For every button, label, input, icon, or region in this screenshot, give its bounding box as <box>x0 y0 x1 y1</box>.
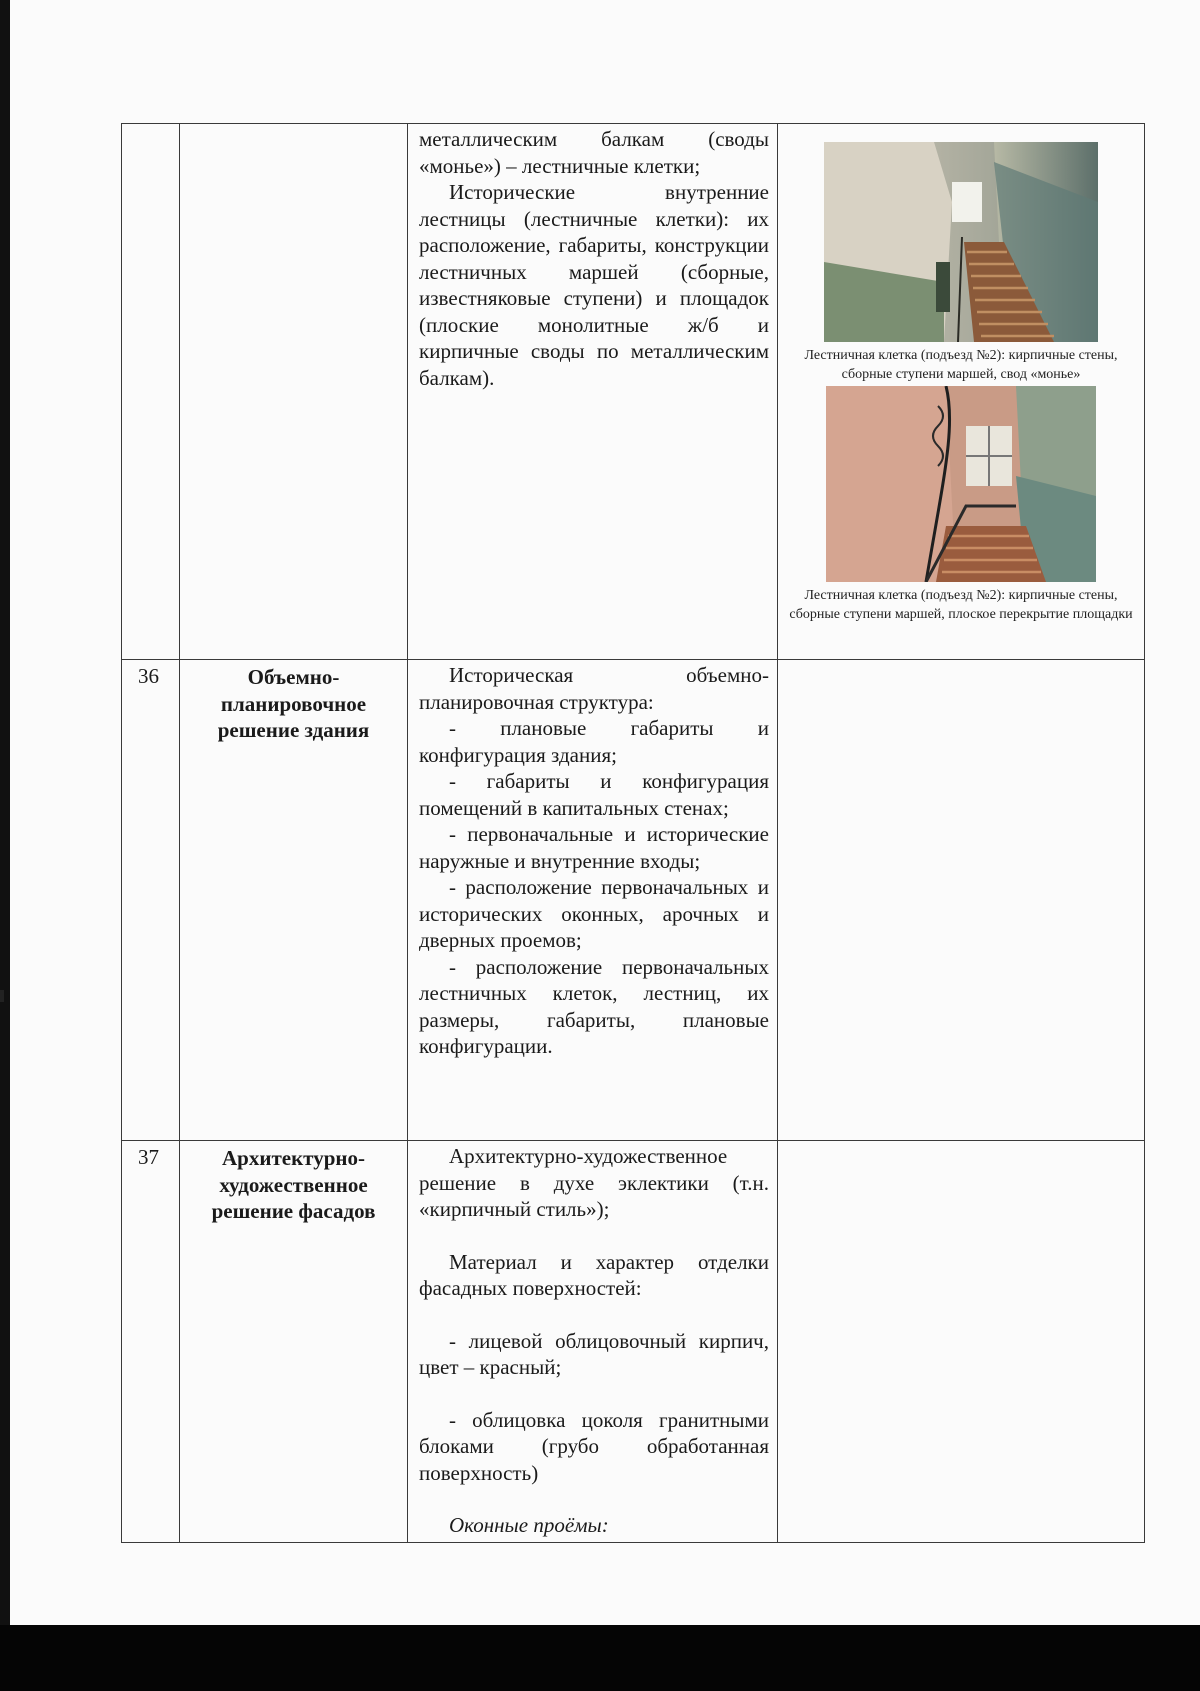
description-paragraph: Исторические внутренние лестницы (лестничные клетки): их расположение, габариты, конструкции лестничных маршей (сборные, известняковые ступени) и площадок (плоские монолитные ж/б и кирпичные своды по металлическим балкам). <box>419 180 769 390</box>
feature-name-line: художественное <box>219 1172 368 1197</box>
photo-caption: Лестничная клетка (подъезд №2): кирпичные стены, сборные ступени маршей, плоское перекрытие площадки <box>789 588 1133 622</box>
illustrations-cell <box>778 660 1145 1141</box>
feature-description <box>408 1141 778 1543</box>
table-row <box>122 124 1145 660</box>
table-row <box>122 660 1145 1141</box>
description-paragraph: Архитектурно-художественное решение в духе эклектики (т.н. «кирпичный стиль»); <box>419 1144 769 1221</box>
feature-description <box>408 660 778 1141</box>
feature-name <box>180 660 408 1141</box>
feature-description <box>408 124 778 660</box>
monument-features-table <box>121 123 1145 1543</box>
feature-name-line: решение здания <box>217 718 370 742</box>
staircase-photo <box>826 386 1096 582</box>
description-paragraph: - расположение первоначальных лестничных клеток, лестниц, их размеры, габариты, плановые конфигурации. <box>419 954 769 1058</box>
description-paragraph: - расположение первоначальных и исторических оконных, арочных и дверных проемов; <box>419 875 769 952</box>
feature-name <box>180 1141 408 1543</box>
row-number <box>122 124 180 660</box>
illustrations-cell <box>778 1141 1145 1543</box>
feature-name <box>180 124 408 660</box>
description-paragraph: Историческая объемно-планировочная структура: <box>419 663 769 714</box>
description-paragraph: Материал и характер отделки фасадных поверхностей: <box>419 1249 769 1300</box>
feature-name-line: Объемно- <box>247 665 340 689</box>
row-number: 36 <box>122 660 180 1141</box>
feature-name-line: планировочное <box>220 691 367 716</box>
description-paragraph: - габариты и конфигурация помещений в капитальных стенах; <box>419 769 769 820</box>
description-paragraph: - плановые габариты и конфигурация здания; <box>419 716 769 767</box>
illustrations-cell <box>778 124 1145 660</box>
scan-left-edge <box>0 0 10 1625</box>
scan-bottom-edge <box>0 1625 1200 1691</box>
photo-caption: Лестничная клетка (подъезд №2): кирпичные стены, сборные ступени маршей, свод «монье» <box>804 348 1118 382</box>
feature-name-line: Архитектурно- <box>222 1146 365 1170</box>
description-paragraph: - облицовка цоколя гранитными блоками (грубо обработанная поверхность) <box>419 1407 769 1485</box>
scan-mark <box>0 990 4 1002</box>
description-paragraph: - первоначальные и исторические наружные и внутренние входы; <box>419 822 769 873</box>
table-row <box>122 1141 1145 1543</box>
feature-name-line: решение фасадов <box>211 1199 376 1223</box>
staircase-photo <box>824 142 1098 342</box>
row-number: 37 <box>122 1141 180 1543</box>
description-paragraph: Оконные проёмы: <box>449 1513 609 1537</box>
description-paragraph: - лицевой облицовочный кирпич, цвет – красный; <box>419 1328 769 1379</box>
description-paragraph: металлическим балкам (своды «монье») – лестничные клетки; <box>419 127 769 178</box>
